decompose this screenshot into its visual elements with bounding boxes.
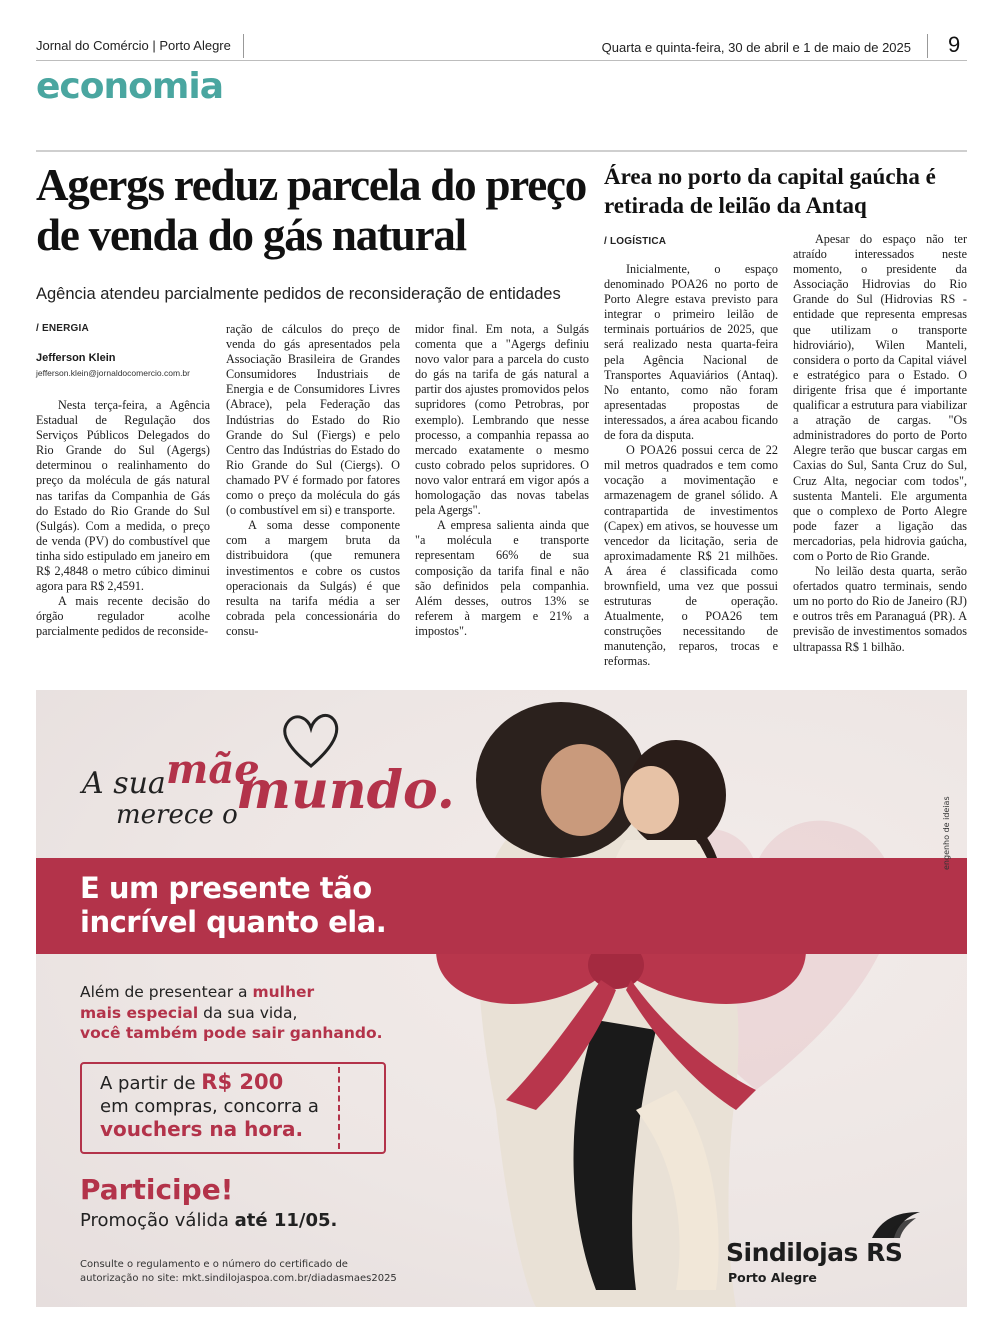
paragraph: A empresa salienta ainda que "a molécula e transporte representam 66% de sua composição da tarifa final e não são definidos pela companhia. Além desses, outros 13% se referem à margem e 21% a impostos".	[415, 518, 589, 638]
main-headline: Agergs reduz parcela do preço de venda do gás natural	[36, 160, 587, 260]
script-a-sua: A sua	[82, 766, 166, 801]
side-article-column-2	[793, 232, 967, 655]
publication-name: Jornal do Comércio | Porto Alegre	[36, 38, 231, 53]
paragraph: Apesar do espaço não ter atraído interessados neste momento, o presidente da Associação Hidrovias do Rio Grande do Sul (Hidrovias RS - entidade que representa empresas que utilizam o transporte hidroviário), Wilen Manteli, considera o porto da Capital viável e estratégico para o Estado. O dirigente frisa que é importante qualificar a estrutura para viabilizar a atração de cargas. "Os administradores do porto de Porto Alegre terão que buscar cargas em Caxias do Sul, Santa Cruz do Sul, Cruz Alta, negociar com todos", sustenta Manteli. Ele argumenta que o complexo de Porto Alegre pode fazer a ligação das mercadorias, pela hidrovia gaúcha, com o Porto de Rio Grande.	[793, 232, 967, 563]
paragraph: midor final. Em nota, a Sulgás comenta que a "Agergs definiu novo valor para a parcela do custo do gás na tarifa de gás natural a partir dos ajustes promovidos pelos supridores (como Petrobras, por exemplo). Lembrando que nesse processo, a companhia repassa ao mercado exatamente o mesmo custo cobrado pelos supridores. O novo valor entrará em vigor após a homologação das novas tabelas pela Agergs".	[415, 322, 589, 518]
main-article-tag: / ENERGIA	[36, 323, 89, 334]
side-article-tag: / LOGÍSTICA	[604, 236, 667, 247]
ad-body-text: Além de presentear a mulher mais especial da sua vida, você também pode sair ganhando.	[80, 983, 383, 1042]
brand-logo: Sindilojas RS	[726, 1238, 903, 1267]
ribbon-headline	[80, 871, 386, 939]
ribbon-line: incrível quanto ela.	[80, 905, 387, 939]
main-subheadline: Agência atendeu parcialmente pedidos de reconsideração de entidades	[36, 285, 561, 303]
main-article-column-3	[415, 322, 589, 639]
paragraph: ração de cálculos do preço de venda do gás apresentados pela Associação Brasileira de Grandes Consumidores Industriais de Energia e de Consumidores Livres (Abrace), pela Federação das Indústrias do Estado do Rio Grande do Sul (Fiergs) e pelo Centro das Indústrias do Estado do Rio Grande do Sul (Ciergs). O chamado PV é formado por fatores como o preço da molécula do gás (o combustível em si) e transporte.	[226, 322, 400, 518]
script-mundo: mundo.	[236, 760, 455, 821]
fine-print: Consulte o regulamento e o número do certificado de autorização no site: mkt.sindilojaspoa.com.br/diadasmaes2025	[80, 1259, 397, 1284]
issue-date: Quarta e quinta-feira, 30 de abril e 1 de maio de 2025	[601, 40, 911, 55]
script-merece-o: merece o	[116, 800, 238, 830]
header-divider	[243, 34, 244, 58]
side-headline: Área no porto da capital gaúcha é retirada de leilão da Antaq	[604, 164, 936, 218]
brand-location: Porto Alegre	[728, 1270, 817, 1285]
paragraph: A soma desse componente com a margem bruta da distribuidora (que remunera investimentos e cobre os custos operacionais da Sulgás) é que resulta na tarifa média a ser cobrada pela concessionária do consu-	[226, 518, 400, 638]
section-title: economia	[36, 66, 223, 107]
section-rule	[36, 150, 967, 152]
participe-callout[interactable]: Participe!	[80, 1173, 234, 1206]
promo-validity: Promoção válida até 11/05.	[80, 1210, 338, 1231]
agency-credit: engenho de ideias	[942, 796, 951, 870]
main-article-column-2	[226, 322, 400, 639]
paragraph: O POA26 possui cerca de 22 mil metros quadrados e tem como vocação a movimentação e armazenagem de granel sólido. A contrapartida de investimentos (Capex) em ativos, se houvesse um vencedor da licitação, seria de aproximadamente R$ 21 milhões. A área é classificada como brownfield, uma vez que possui estruturas de operação. Atualmente, o POA26 tem construções necessitando de manutenção, reparos, trocas e reformas.	[604, 443, 778, 669]
side-article-column-1	[604, 262, 778, 670]
page-number: 9	[948, 32, 961, 57]
header-divider	[927, 34, 928, 58]
main-article-column-1	[36, 398, 210, 640]
author-name: Jefferson Klein	[36, 352, 116, 364]
ticket-perforation	[338, 1067, 340, 1149]
ribbon-line: E um presente tão	[80, 871, 372, 905]
advertisement[interactable]	[36, 690, 967, 1307]
brand-wing-icon	[868, 1208, 922, 1242]
voucher-text: A partir de R$ 200 em compras, concorra a vouchers na hora.	[100, 1070, 319, 1141]
paragraph: Nesta terça-feira, a Agência Estadual de Regulação dos Serviços Públicos Delegados do Rio Grande do Sul (Agergs) determinou o realinhamento do preço da molécula de gás natural nas tarifas da Companhia de Gás do Estado do Rio Grande do Sul (Sulgás). Com a medida, o preço de venda (PV) do combustível que tinha sido estipulado em janeiro em R$ 2,4848 o metro cúbico diminui agora para R$ 2,4591.	[36, 398, 210, 594]
heart-outline-icon	[276, 706, 346, 776]
paragraph: A mais recente decisão do órgão regulador acolhe parcialmente pedidos de reconside-	[36, 594, 210, 639]
author-email[interactable]: jefferson.klein@jornaldocomercio.com.br	[36, 368, 190, 378]
header-rule	[36, 60, 967, 61]
paragraph: No leilão desta quarta, serão ofertados quatro terminais, sendo um no porto do Rio de Janeiro (RJ) e outros três em Paranaguá (PR). A previsão de investimentos somados ultrapassa R$ 1 bilhão.	[793, 564, 967, 654]
paragraph: Inicialmente, o espaço denominado POA26 no porto de Porto Alegre estava previsto para integrar o primeiro leilão de terminais portuários de 2025, que será realizado nesta quarta-feira pela Agência Nacional de Transportes Aquaviários (Antaq). No entanto, como não foram apresentadas propostas de interessados, a área acabou ficando de fora da disputa.	[604, 262, 778, 443]
script-mae: mãe	[166, 746, 260, 793]
